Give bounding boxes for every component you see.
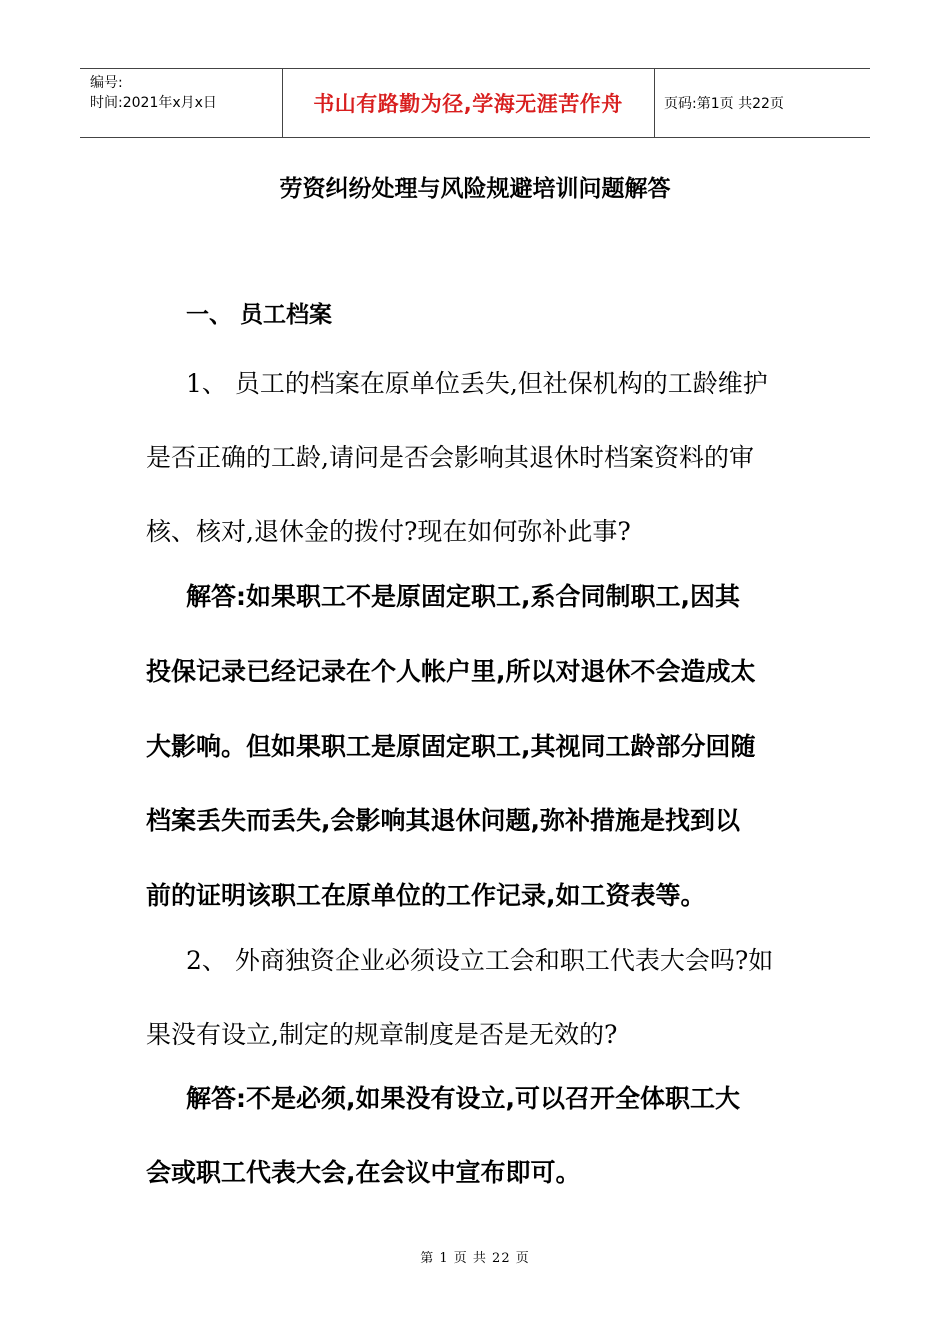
answer-line: 档案丢失而丢失,会影响其退休问题,弥补措施是找到以 (146, 806, 740, 835)
answer-line: 解答:不是必须,如果没有设立,可以召开全体职工大 (186, 1084, 740, 1113)
question-line: 1、 员工的档案在原单位丢失,但社保机构的工龄维护 (186, 369, 768, 398)
question-line: 2、 外商独资企业必须设立工会和职工代表大会吗?如 (186, 946, 774, 975)
question-line: 是否正确的工龄,请问是否会影响其退休时档案资料的审 (146, 443, 754, 472)
time-label: 时间:2021年x月x日 (90, 95, 217, 111)
number-label: 编号: (90, 75, 123, 91)
document-header (80, 68, 870, 138)
answer-line: 解答:如果职工不是原固定职工,系合同制职工,因其 (186, 582, 740, 611)
answer-line: 大影响。但如果职工是原固定职工,其视同工龄部分回随 (146, 732, 756, 761)
answer-line: 前的证明该职工在原单位的工作记录,如工资表等。 (146, 881, 706, 910)
answer-line: 会或职工代表大会,在会议中宣布即可。 (146, 1158, 581, 1187)
page-footer: 第 1 页 共 22 页 (420, 1251, 530, 1266)
header-divider (654, 69, 655, 137)
header-meta (90, 73, 217, 113)
question-line: 果没有设立,制定的规章制度是否是无效的? (146, 1020, 618, 1049)
document-title: 劳资纠纷处理与风险规避培训问题解答 (279, 176, 671, 202)
section-heading: 一、 员工档案 (186, 302, 333, 328)
header-page-info: 页码:第1页 共22页 (664, 96, 784, 112)
question-line: 核、核对,退休金的拨付?现在如何弥补此事? (146, 517, 631, 546)
answer-line: 投保记录已经记录在个人帐户里,所以对退休不会造成太 (146, 657, 756, 686)
header-motto: 书山有路勤为径,学海无涯苦作舟 (313, 92, 623, 116)
